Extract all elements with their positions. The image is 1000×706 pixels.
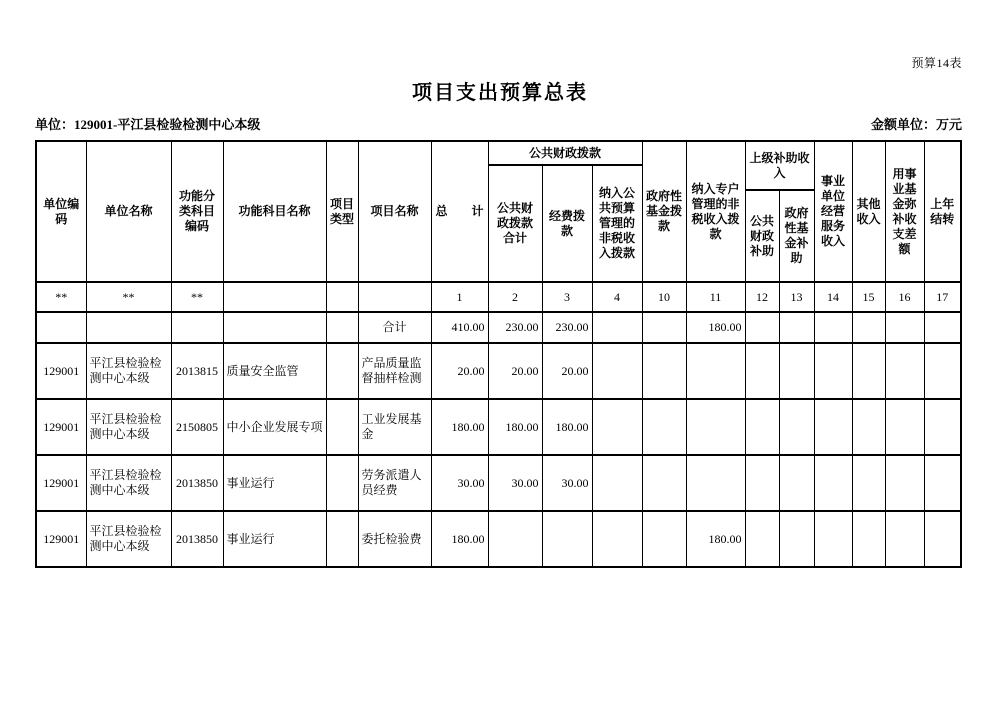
cell: 2 <box>488 282 542 312</box>
cell <box>642 343 686 399</box>
cell: ** <box>86 282 171 312</box>
cell: 14 <box>814 282 852 312</box>
meta-row <box>35 114 962 133</box>
cell: 11 <box>686 282 745 312</box>
cell: 合计 <box>358 312 431 343</box>
cell <box>814 343 852 399</box>
cell <box>814 455 852 511</box>
cell <box>745 511 779 567</box>
cell: 4 <box>592 282 642 312</box>
cell: 129001 <box>36 343 86 399</box>
cell <box>642 455 686 511</box>
page-title: 项目支出预算总表 <box>412 82 588 104</box>
col-header-special-account-nontax: 纳入专户管理的非税收入拨款 <box>686 141 745 282</box>
cell <box>592 312 642 343</box>
cell <box>779 343 814 399</box>
cell <box>592 399 642 455</box>
cell <box>326 312 358 343</box>
cell: 230.00 <box>542 312 592 343</box>
cell: 17 <box>924 282 961 312</box>
cell: 2150805 <box>171 399 223 455</box>
cell: 平江县检验检测中心本级 <box>86 399 171 455</box>
cell <box>686 455 745 511</box>
cell <box>542 511 592 567</box>
cell: 平江县检验检测中心本级 <box>86 455 171 511</box>
cell <box>326 343 358 399</box>
cell <box>924 312 961 343</box>
cell: 12 <box>745 282 779 312</box>
cell <box>814 312 852 343</box>
cell <box>36 312 86 343</box>
cell <box>86 312 171 343</box>
col-header-fund-deficit-cover: 用事业基金弥补收支差额 <box>885 141 924 282</box>
cell: 1 <box>431 282 488 312</box>
cell <box>326 511 358 567</box>
cell: 20.00 <box>542 343 592 399</box>
cell <box>852 312 885 343</box>
cell: 20.00 <box>431 343 488 399</box>
cell: ** <box>36 282 86 312</box>
cell <box>885 511 924 567</box>
col-header-func-class-code: 功能分类科目编码 <box>171 141 223 282</box>
cell <box>686 343 745 399</box>
cell <box>488 511 542 567</box>
cell: 劳务派遣人员经费 <box>358 455 431 511</box>
cell <box>223 312 326 343</box>
cell: 平江县检验检测中心本级 <box>86 511 171 567</box>
col-header-prev-year-carryover: 上年结转 <box>924 141 961 282</box>
cell: 质量安全监管 <box>223 343 326 399</box>
form-number-tag: 预算14表 <box>911 56 962 70</box>
cell <box>171 312 223 343</box>
col-header-other-income: 其他收入 <box>852 141 885 282</box>
cell <box>686 399 745 455</box>
cell <box>745 343 779 399</box>
cell <box>814 511 852 567</box>
cell: 30.00 <box>488 455 542 511</box>
cell: 3 <box>542 282 592 312</box>
cell: ** <box>171 282 223 312</box>
cell <box>326 455 358 511</box>
col-header-superior-gov-fund: 政府性基金补助 <box>779 190 814 282</box>
cell: 2013850 <box>171 455 223 511</box>
cell: 13 <box>779 282 814 312</box>
cell <box>358 282 431 312</box>
cell <box>779 312 814 343</box>
col-header-fund-allocation: 经费拨款 <box>542 165 592 282</box>
cell: 产品质量监督抽样检测 <box>358 343 431 399</box>
cell <box>592 511 642 567</box>
cell <box>642 511 686 567</box>
cell: 30.00 <box>431 455 488 511</box>
cell <box>642 312 686 343</box>
col-header-grand-total: 总 计 <box>431 141 488 282</box>
cell: 129001 <box>36 455 86 511</box>
grand-total-row <box>36 312 961 343</box>
col-header-unit-code: 单位编码 <box>36 141 86 282</box>
cell <box>326 282 358 312</box>
cell: 平江县检验检测中心本级 <box>86 343 171 399</box>
table-row <box>36 399 961 455</box>
cell: 2013850 <box>171 511 223 567</box>
col-group-public-finance: 公共财政拨款 <box>488 141 642 165</box>
cell: 中小企业发展专项 <box>223 399 326 455</box>
col-header-project-name: 项目名称 <box>358 141 431 282</box>
col-header-superior-public-finance: 公共财政补助 <box>745 190 779 282</box>
table-row <box>36 343 961 399</box>
cell: 410.00 <box>431 312 488 343</box>
budget-table <box>35 140 962 568</box>
cell <box>852 455 885 511</box>
cell: 工业发展基金 <box>358 399 431 455</box>
cell: 事业运行 <box>223 455 326 511</box>
cell <box>852 399 885 455</box>
cell <box>592 343 642 399</box>
cell: 15 <box>852 282 885 312</box>
cell <box>779 455 814 511</box>
cell <box>924 399 961 455</box>
col-header-nontax-in-budget: 纳入公共预算管理的非税收入拨款 <box>592 165 642 282</box>
cell <box>642 399 686 455</box>
cell: 事业运行 <box>223 511 326 567</box>
cell <box>924 343 961 399</box>
column-code-row <box>36 282 961 312</box>
cell <box>592 455 642 511</box>
table-body <box>36 282 961 567</box>
cell <box>745 312 779 343</box>
cell <box>852 343 885 399</box>
cell: 20.00 <box>488 343 542 399</box>
cell <box>885 312 924 343</box>
col-header-business-service-income: 事业单位经营服务收入 <box>814 141 852 282</box>
cell: 180.00 <box>542 399 592 455</box>
amount-unit-label: 金额单位：万元 <box>870 117 962 132</box>
cell: 129001 <box>36 511 86 567</box>
col-header-project-type: 项目类型 <box>326 141 358 282</box>
cell <box>885 399 924 455</box>
table-header <box>36 141 961 282</box>
cell <box>745 399 779 455</box>
cell: 129001 <box>36 399 86 455</box>
cell <box>924 511 961 567</box>
table-row <box>36 511 961 567</box>
cell: 10 <box>642 282 686 312</box>
cell: 180.00 <box>431 511 488 567</box>
col-header-unit-name: 单位名称 <box>86 141 171 282</box>
cell <box>326 399 358 455</box>
cell: 180.00 <box>686 312 745 343</box>
col-header-gov-fund-allocation: 政府性基金拨款 <box>642 141 686 282</box>
col-group-superior-subsidy: 上级补助收入 <box>745 141 814 190</box>
cell <box>885 455 924 511</box>
cell: 180.00 <box>431 399 488 455</box>
col-header-public-finance-total: 公共财政拨款合计 <box>488 165 542 282</box>
cell <box>223 282 326 312</box>
cell <box>745 455 779 511</box>
col-header-func-subject-name: 功能科目名称 <box>223 141 326 282</box>
cell <box>814 399 852 455</box>
cell <box>924 455 961 511</box>
cell: 180.00 <box>488 399 542 455</box>
cell: 16 <box>885 282 924 312</box>
cell <box>885 343 924 399</box>
table-row <box>36 455 961 511</box>
cell: 230.00 <box>488 312 542 343</box>
cell: 30.00 <box>542 455 592 511</box>
cell: 委托检验费 <box>358 511 431 567</box>
unit-label: 单位：129001-平江县检验检测中心本级 <box>35 117 261 132</box>
cell <box>779 399 814 455</box>
cell <box>852 511 885 567</box>
cell <box>779 511 814 567</box>
cell: 180.00 <box>686 511 745 567</box>
cell: 2013815 <box>171 343 223 399</box>
